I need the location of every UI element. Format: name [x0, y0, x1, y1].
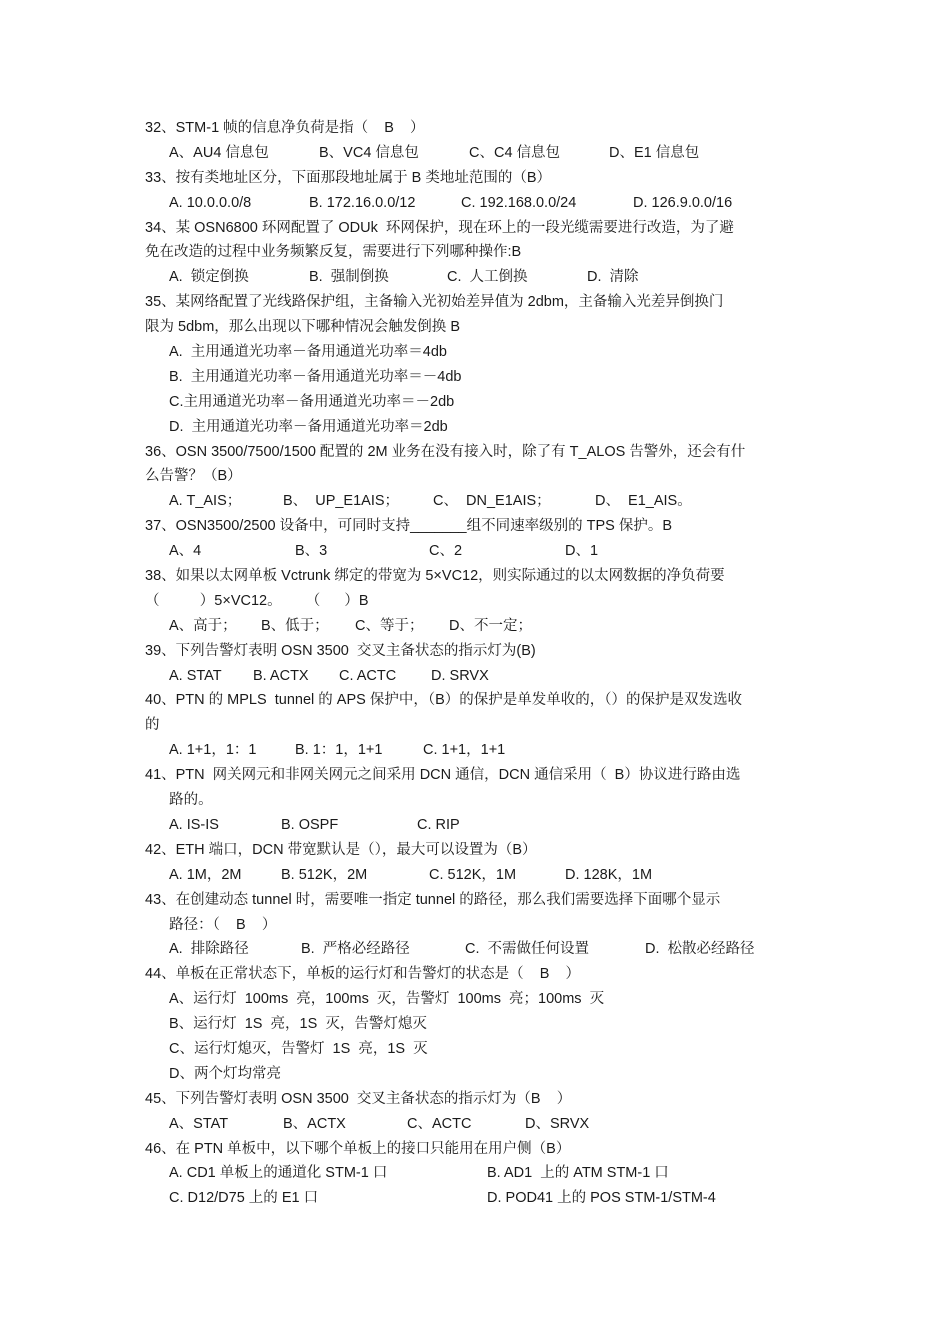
question-stem-line: 44、单板在正常状态下，单板的运行灯和告警灯的状态是（ B ） [145, 966, 581, 983]
answer-option: D、 E1_AIS。 [595, 493, 692, 510]
answer-option: C、C4 信息包 [469, 144, 561, 161]
answer-option: A. 排除路径 [169, 941, 249, 958]
question-stem-line: 36、OSN 3500/7500/1500 配置的 2M 业务在没有接入时，除了有 T_ALOS 告警外，还会有什 [145, 443, 746, 460]
answer-option: B. 主用通道光功率－备用通道光功率＝－4db [169, 368, 462, 385]
answer-option: B. 严格必经路径 [301, 941, 410, 958]
answer-option: B. 1：1，1+1 [295, 742, 383, 759]
answer-option: B、运行灯 1S 亮，1S 灭，告警灯熄灭 [169, 1016, 427, 1033]
answer-option: A. 主用通道光功率－备用通道光功率＝4db [169, 344, 447, 361]
answer-option: C、等于； [355, 617, 424, 634]
answer-option: A. 锁定倒换 [169, 269, 249, 286]
answer-option: C、ACTC [407, 1115, 472, 1132]
question-stem-line: 33、按有类地址区分，下面那段地址属于 B 类地址范围的（B） [145, 169, 552, 186]
answer-option: A、4 [169, 543, 202, 560]
answer-option: D、E1 信息包 [609, 144, 700, 161]
question-stem-line: 路径：（ B ） [145, 916, 277, 933]
answer-option: C、运行灯熄灭，告警灯 1S 亮，1S 灭 [169, 1040, 428, 1057]
question-stem-line: 免在改造的过程中业务频繁反复，需要进行下列哪种操作:B [145, 244, 522, 261]
answer-option: A. IS-IS [169, 816, 219, 833]
answer-option: C. D12/D75 上的 E1 口 [169, 1190, 319, 1207]
question-stem-line: 37、OSN3500/2500 设备中，可同时支持_______组不同速率级别的 TPS 保护。B [145, 518, 672, 535]
answer-option: B、3 [295, 543, 328, 560]
answer-option: D、两个灯均常亮 [169, 1065, 281, 1082]
answer-option: C、2 [429, 543, 463, 560]
answer-option: A. 10.0.0.0/8 [169, 194, 252, 211]
question-stem-line: 路的。 [145, 792, 213, 809]
question-stem-line: 35、某网络配置了光线路保护组，主备输入光初始差异值为 2dbm，主备输入光差异倒换门 [145, 294, 724, 311]
question-stem-line: 42、ETH 端口，DCN 带宽默认是（），最大可以设置为（B） [145, 841, 537, 858]
answer-option: C. RIP [417, 816, 460, 833]
answer-option: D. SRVX [431, 667, 489, 684]
question-list [145, 116, 810, 1211]
option-row [145, 265, 810, 290]
option-row [145, 191, 810, 216]
answer-option: C. 人工倒换 [447, 269, 528, 286]
option-row [145, 141, 810, 166]
question-stem-line: 32、STM-1 帧的信息净负荷是指（ B ） [145, 120, 425, 136]
answer-option: C、 DN_E1AIS； [433, 493, 551, 510]
question-stem-line: （ ）5×VC12。 （ ）B [145, 592, 369, 609]
option-row [145, 863, 810, 888]
answer-option: B. 512K，2M [281, 866, 368, 883]
option-row [145, 614, 810, 639]
question-39 [145, 639, 810, 689]
question-stem-line: 么告警？（B） [145, 468, 242, 485]
answer-option: D、1 [565, 543, 599, 560]
question-35 [145, 290, 810, 439]
question-stem-line: 限为 5dbm，那么出现以下哪种情况会触发倒换 B [145, 319, 460, 336]
question-44 [145, 962, 810, 1086]
question-stem-line: 39、下列告警灯表明 OSN 3500 交叉主备状态的指示灯为(B) [145, 642, 536, 659]
answer-option: A、AU4 信息包 [169, 144, 269, 161]
question-46 [145, 1137, 810, 1212]
answer-option: D. 松散必经路径 [645, 941, 755, 958]
option-row [145, 489, 810, 514]
option-row [145, 664, 810, 689]
answer-option: A、STAT [169, 1115, 229, 1132]
question-43 [145, 888, 810, 963]
answer-option: A、运行灯 100ms 亮，100ms 灭，告警灯 100ms 亮；100ms 灭 [169, 991, 605, 1008]
question-36 [145, 440, 810, 515]
answer-option: A. STAT [169, 667, 222, 684]
option-row [145, 539, 810, 564]
question-38 [145, 564, 810, 639]
question-33 [145, 166, 810, 216]
answer-option: D. 128K，1M [565, 866, 653, 883]
question-stem-line: 38、如果以太网单板 Vctrunk 绑定的带宽为 5×VC12，则实际通过的以太网数据的净负荷要 [145, 568, 725, 585]
answer-option: B、 UP_E1AIS； [283, 493, 400, 510]
answer-option: A. T_AIS； [169, 493, 242, 510]
question-stem-line: 34、某 OSN6800 环网配置了 ODUk 环网保护，现在环上的一段光缆需要进行改造，为了避 [145, 219, 734, 236]
answer-option: B、VC4 信息包 [319, 144, 419, 161]
answer-option: B. ACTX [253, 667, 309, 684]
question-stem-line: 41、PTN 网关网元和非网关网元之间采用 DCN 通信，DCN 通信采用（ B）协议进行路由选 [145, 767, 741, 784]
question-40 [145, 688, 810, 763]
answer-option: D. 主用通道光功率－备用通道光功率＝2db [169, 418, 448, 435]
answer-option: C.主用通道光功率－备用通道光功率＝－2db [169, 393, 455, 410]
option-row [145, 738, 810, 763]
option-row [145, 1161, 810, 1186]
answer-option: D. 126.9.0.0/16 [633, 194, 733, 211]
question-stem-line: 46、在 PTN 单板中，以下哪个单板上的接口只能用在用户侧（B） [145, 1140, 571, 1157]
answer-option: D. 清除 [587, 269, 639, 286]
answer-option: C. 192.168.0.0/24 [461, 194, 577, 211]
answer-option: D、SRVX [525, 1115, 590, 1132]
answer-option: B. 强制倒换 [309, 269, 389, 286]
answer-option: D、不一定； [449, 617, 532, 634]
question-45 [145, 1087, 810, 1137]
question-34 [145, 216, 810, 291]
option-row [145, 937, 810, 962]
answer-option: A、高于； [169, 617, 237, 634]
option-row [145, 813, 810, 838]
answer-option: D. POD41 上的 POS STM-1/STM-4 [487, 1190, 716, 1207]
answer-option: B、低于； [261, 617, 329, 634]
answer-option: B、ACTX [283, 1115, 346, 1132]
answer-option: B. AD1 上的 ATM STM-1 口 [487, 1165, 669, 1182]
answer-option: B. OSPF [281, 816, 339, 833]
question-32 [145, 116, 810, 166]
answer-option: C. 512K，1M [429, 866, 517, 883]
question-stem-line: 43、在创建动态 tunnel 时，需要唯一指定 tunnel 的路径，那么我们需要选择下面哪个显示 [145, 891, 721, 908]
option-row [145, 1186, 810, 1211]
answer-option: C. 不需做任何设置 [465, 941, 590, 958]
question-stem-line: 40、PTN 的 MPLS tunnel 的 APS 保护中，（B）的保护是单发单收的，（）的保护是双发选收 [145, 692, 743, 709]
question-stem-line: 的 [145, 717, 160, 734]
answer-option: B. 172.16.0.0/12 [309, 194, 416, 211]
question-37 [145, 514, 810, 564]
question-42 [145, 838, 810, 888]
answer-option: A. CD1 单板上的通道化 STM-1 口 [169, 1165, 388, 1182]
question-stem-line: 45、下列告警灯表明 OSN 3500 交叉主备状态的指示灯为（B ） [145, 1090, 572, 1107]
question-41 [145, 763, 810, 838]
answer-option: A. 1+1，1：1 [169, 742, 257, 759]
answer-option: C. 1+1，1+1 [423, 742, 506, 759]
answer-option: A. 1M，2M [169, 866, 242, 883]
option-row [145, 1112, 810, 1137]
answer-option: C. ACTC [339, 667, 397, 684]
